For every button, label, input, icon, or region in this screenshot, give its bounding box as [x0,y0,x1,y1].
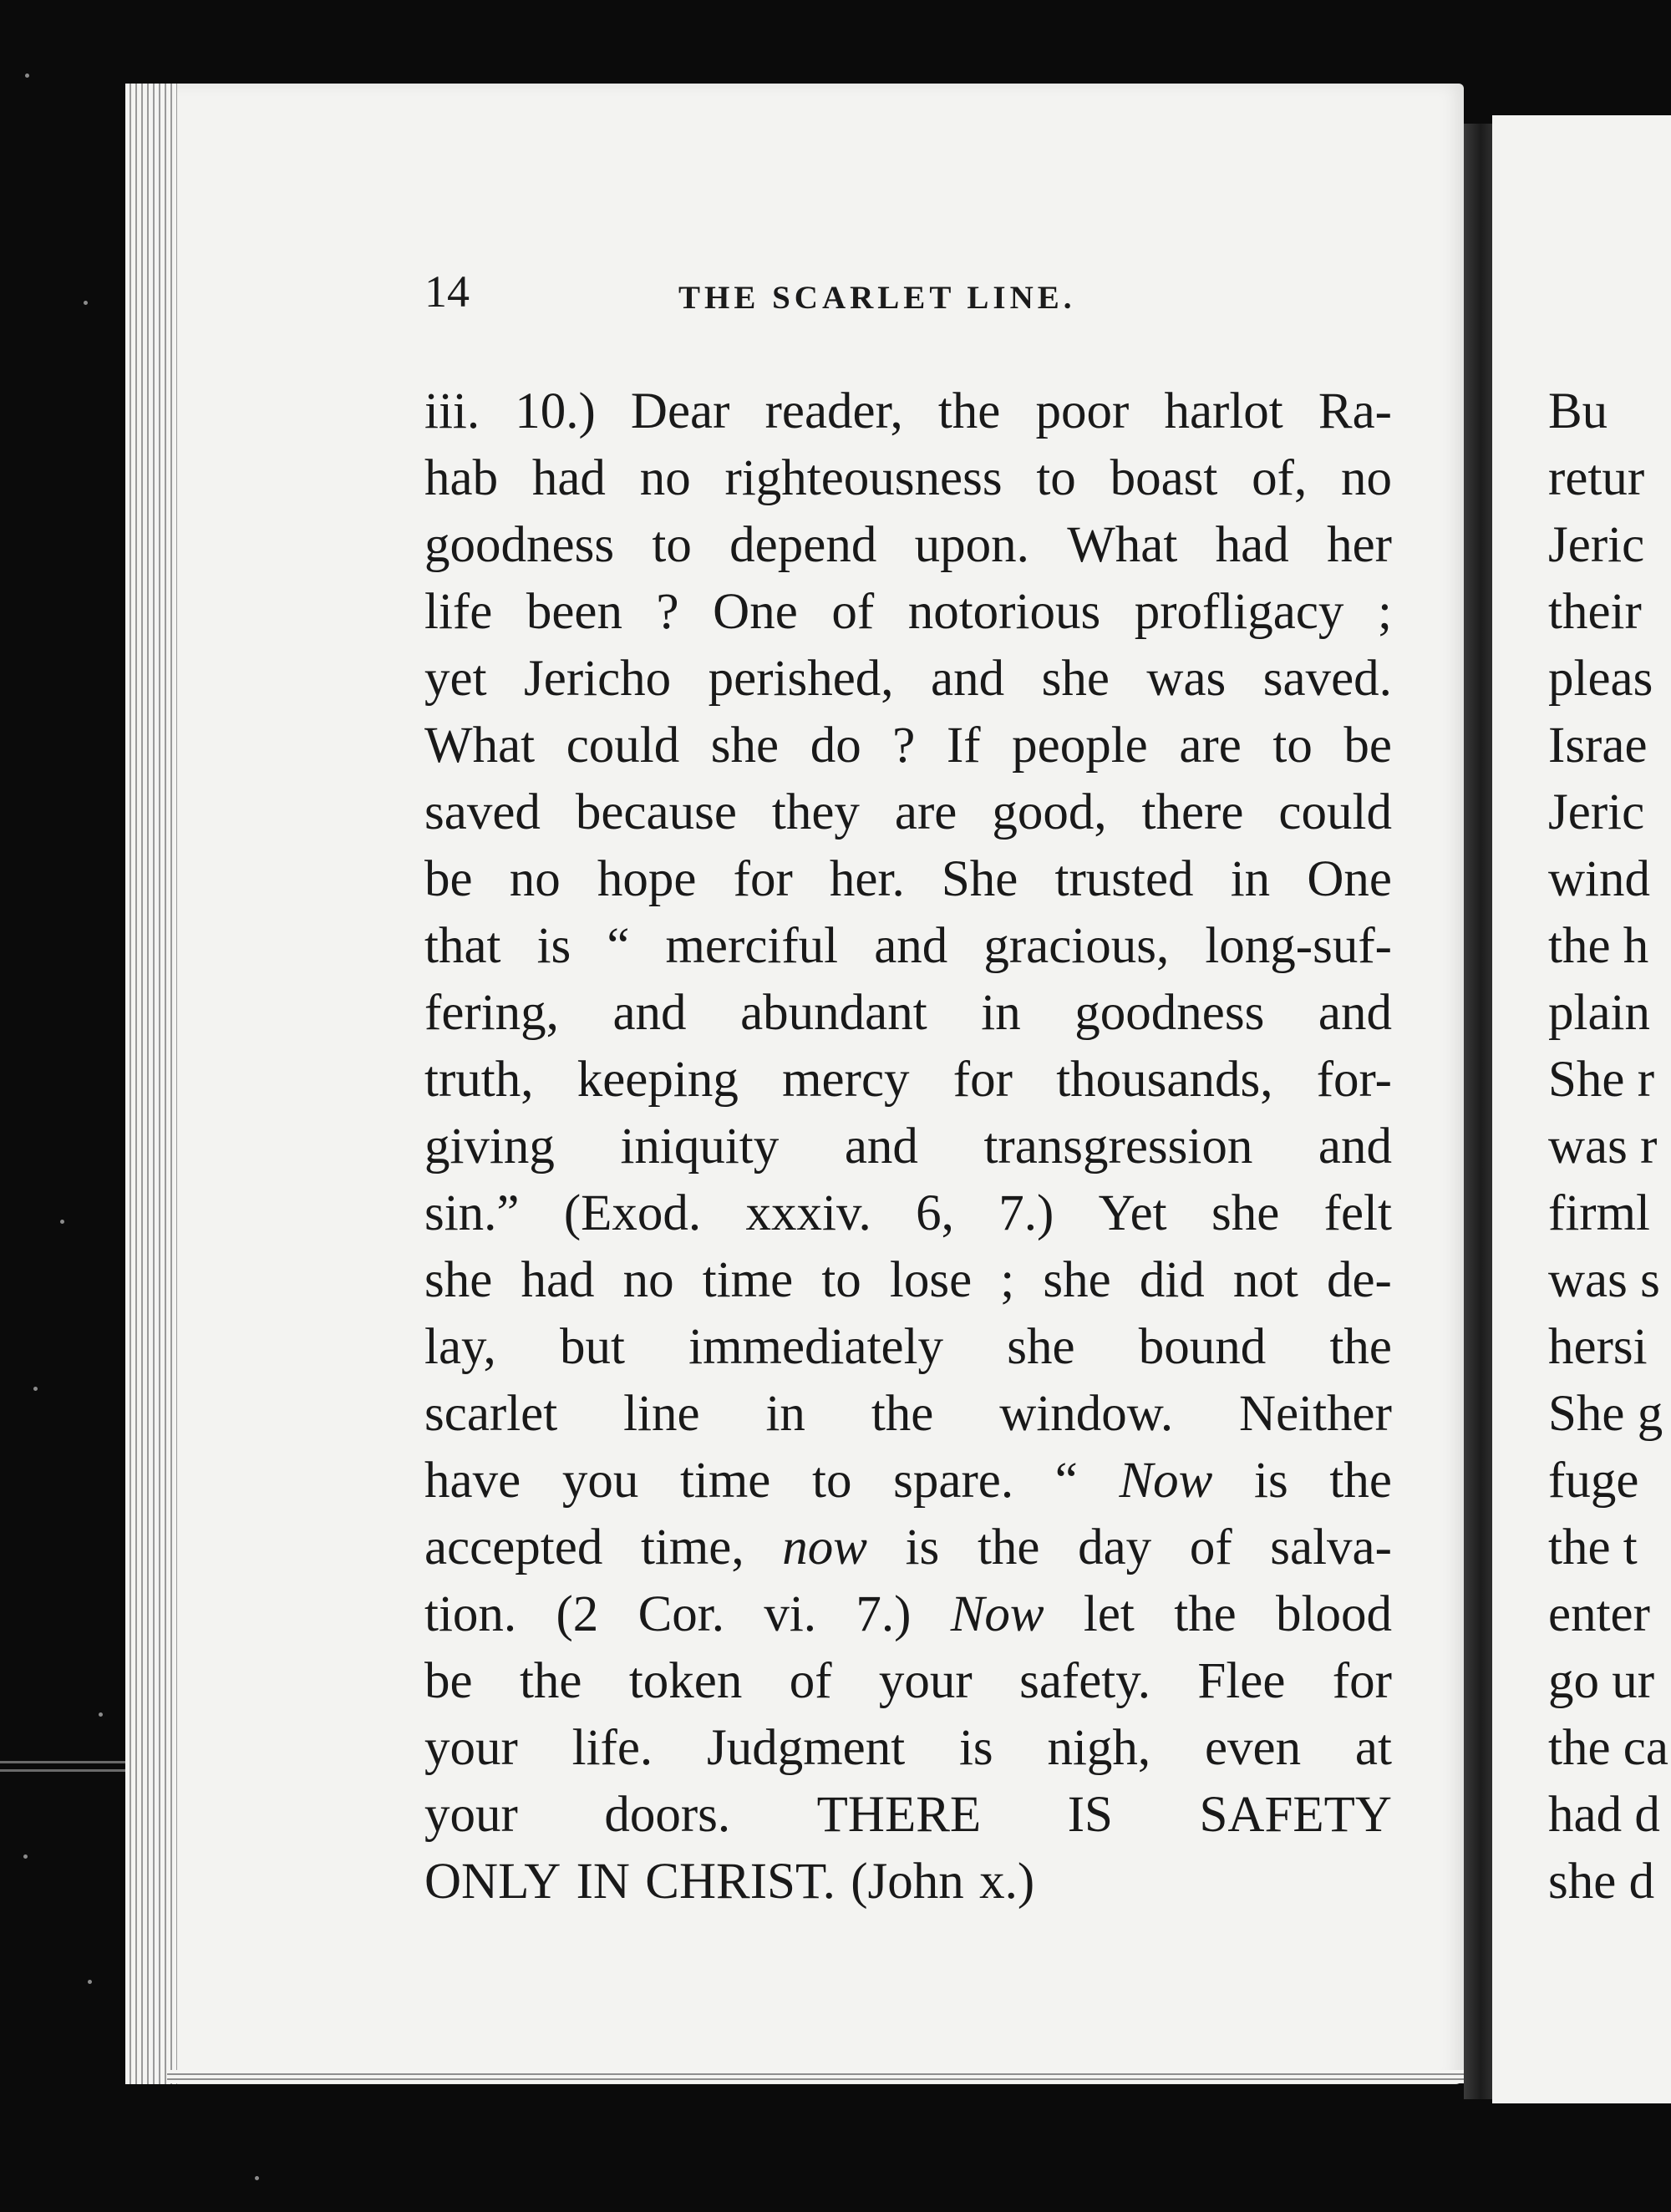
word: Ra- [1318,383,1392,439]
word: could [1278,784,1392,840]
scan-line [0,1769,142,1772]
scan-line [0,1761,142,1763]
word: xxxiv. [745,1185,871,1241]
word: depend [729,517,877,573]
word: of [1189,1519,1232,1575]
word: 6, [916,1185,954,1241]
word: “ [607,918,630,974]
text-line [424,445,1392,512]
right-text-line: Jeric [1548,784,1645,840]
dust-speck [60,1220,64,1224]
word: Dear [630,383,730,439]
word: she [1007,1319,1075,1375]
word: hab [424,450,499,506]
word: could [566,718,680,774]
text-line [424,913,1392,980]
word: are [894,784,957,840]
word: let [1083,1586,1135,1642]
word: lose [889,1252,973,1308]
word: been [526,584,622,640]
word: ? [892,718,916,774]
right-text-line: fuge [1548,1453,1639,1509]
word: had [1215,517,1289,573]
word: (2 [556,1586,599,1642]
word: abundant [740,985,927,1041]
word: the [871,1386,934,1442]
word: lay, [424,1319,496,1375]
word: Flee [1197,1653,1286,1709]
word: THERE [816,1787,982,1843]
word: for [1332,1653,1392,1709]
word: blood [1276,1586,1392,1642]
text-line [424,1448,1392,1514]
word: immediately [688,1319,944,1375]
right-text-line: plain [1548,985,1650,1041]
word: line [623,1386,700,1442]
right-text-line: pleas [1548,651,1653,707]
word: for [952,1052,1013,1108]
word: saved. [1262,651,1392,707]
text-line [424,713,1392,779]
word: of [831,584,875,640]
word: and [874,918,948,974]
text-line [424,1381,1392,1448]
word: trusted [1054,851,1194,907]
word: notorious [907,584,1101,640]
page-number: 14 [424,266,470,317]
text-line [424,1849,1392,1915]
text-line [424,980,1392,1047]
word: thousands, [1056,1052,1273,1108]
word: people [1012,718,1148,774]
right-text-line: retur [1548,450,1645,506]
word: she [424,1252,493,1308]
word: time, [640,1519,744,1575]
word: she [710,718,780,774]
word: doors. [604,1787,731,1843]
word: and [931,651,1005,707]
right-text-line: was r [1548,1119,1658,1174]
word: in [765,1386,805,1442]
word: no [639,450,691,506]
word: be [424,1653,473,1709]
word: sin.” [424,1185,520,1241]
word: of [789,1653,832,1709]
word: token [628,1653,743,1709]
right-text-line: wind [1548,851,1650,907]
right-text-line: She r [1548,1052,1655,1108]
book-gutter [1464,124,1492,2099]
left-page-body-text [424,378,1392,1915]
word: perished, [708,651,894,707]
text-line [424,1715,1392,1782]
right-text-line: firml [1548,1185,1650,1241]
word: no [1341,450,1392,506]
word: she [1211,1185,1280,1241]
word: she [1041,651,1110,707]
word: and [1318,1119,1392,1174]
word: is [905,1519,940,1575]
word: long-suf- [1205,918,1392,974]
word: goodness [1074,985,1265,1041]
right-page-body-text [1548,378,1671,1915]
word: gracious, [983,918,1170,974]
word: to [1272,718,1313,774]
word: One [1307,851,1392,907]
word: spare. [893,1453,1014,1509]
dust-speck [23,1854,28,1859]
word: for [733,851,793,907]
word: is [1254,1453,1288,1509]
right-text-line: the t [1548,1519,1638,1575]
word: now [782,1519,867,1575]
text-line [424,1114,1392,1180]
word: to [821,1252,861,1308]
word: poor [1035,383,1130,439]
word: are [1179,718,1242,774]
word: to [812,1453,852,1509]
word: keeping [576,1052,739,1108]
word: iniquity [620,1119,780,1174]
word: tion. [424,1586,517,1642]
word: window. [999,1386,1174,1442]
word: is [536,918,571,974]
word: the [1329,1319,1392,1375]
word: giving [424,1119,555,1174]
word: ? [656,584,679,640]
dust-speck [88,1980,92,1984]
word: the [1174,1586,1237,1642]
word: mercy [782,1052,910,1108]
right-text-line: Bu [1548,383,1608,439]
word: her [1327,517,1392,573]
dust-speck [99,1712,103,1717]
page-bottom-edges [167,2070,1470,2083]
right-text-line: enter [1548,1586,1650,1642]
page-edges [125,84,177,2084]
text-line [424,646,1392,713]
word: ; [1000,1252,1015,1308]
word: her. [829,851,905,907]
word: 7.) [998,1185,1054,1241]
word: What [1067,517,1178,573]
right-text-line: the h [1548,918,1649,974]
word: fering, [424,985,559,1041]
right-text-line: go ur [1548,1653,1655,1709]
word: and [612,985,687,1041]
word: did [1139,1252,1205,1308]
word: the [1329,1453,1392,1509]
word: ONLY [424,1854,561,1910]
word: to [1036,450,1076,506]
right-text-line: had d [1548,1787,1660,1843]
word: righteousness [724,450,1003,506]
word: Cor. [637,1586,724,1642]
right-text-line: hersi [1548,1319,1648,1375]
text-line [424,1514,1392,1581]
word: time [679,1453,771,1509]
dust-speck [84,301,88,305]
word: saved [424,784,541,840]
word: no [622,1252,674,1308]
word: at [1354,1720,1392,1776]
word: She [941,851,1018,907]
word: time [702,1252,794,1308]
word: and [844,1119,918,1174]
word: iii. [424,383,480,439]
word: of, [1252,450,1308,506]
word: had [531,450,606,506]
word: your [424,1720,518,1776]
word: day [1078,1519,1152,1575]
word: be [1343,718,1392,774]
word: good, [992,784,1107,840]
word: and [1318,985,1392,1041]
word: salva- [1270,1519,1392,1575]
word: boast [1110,450,1218,506]
text-line [424,579,1392,646]
word: harlot [1164,383,1283,439]
text-line [424,1648,1392,1715]
word: truth, [424,1052,534,1108]
text-line [424,1782,1392,1849]
text-line [424,512,1392,579]
text-line [424,1581,1392,1648]
text-line [424,1314,1392,1381]
word: have [424,1453,521,1509]
text-line [424,378,1392,445]
right-text-line: was s [1548,1252,1660,1308]
word: that [424,918,501,974]
word: (Exod. [563,1185,702,1241]
word: vi. [764,1586,817,1642]
text-line [424,1180,1392,1247]
word: Yet [1098,1185,1167,1241]
word: Jericho [524,651,672,707]
word: x.) [979,1854,1035,1910]
word: Judgment [706,1720,906,1776]
word: Neither [1239,1386,1392,1442]
word: Now [950,1586,1044,1642]
word: scarlet [424,1386,558,1442]
word: upon. [914,517,1029,573]
word: goodness [424,517,615,573]
word: for- [1316,1052,1392,1108]
word: de- [1326,1252,1392,1308]
word: had [521,1252,595,1308]
word: life [424,584,493,640]
word: transgression [983,1119,1253,1174]
text-line [424,1047,1392,1114]
word: hope [597,851,697,907]
word: be [424,851,473,907]
word: nigh, [1047,1720,1151,1776]
word: the [977,1519,1040,1575]
word: 7.) [856,1586,912,1642]
text-line [424,779,1392,846]
word: SAFETY [1199,1787,1392,1843]
right-text-line: their [1548,584,1642,640]
word: accepted [424,1519,603,1575]
word: life. [571,1720,653,1776]
word: but [560,1319,625,1375]
word: bound [1138,1319,1267,1375]
dust-speck [33,1387,38,1391]
right-text-line: she d [1548,1854,1655,1910]
word: you [561,1453,639,1509]
word: (John [851,1854,964,1910]
word: do [810,718,861,774]
right-text-line: She g [1548,1386,1663,1442]
word: the [519,1653,582,1709]
word: merciful [665,918,839,974]
word: If [946,718,981,774]
text-line [424,846,1392,913]
text-line [424,1247,1392,1314]
word: felt [1323,1185,1392,1241]
word: IN [576,1854,630,1910]
word: not [1232,1252,1298,1308]
word: your [424,1787,518,1843]
word: she [1043,1252,1111,1308]
word: reader, [764,383,903,439]
word: even [1204,1720,1302,1776]
word: IS [1067,1787,1113,1843]
dust-speck [255,2176,259,2180]
dust-speck [25,74,29,78]
word: profligacy [1134,584,1344,640]
word: Now [1119,1453,1213,1509]
word: “ [1054,1453,1078,1509]
word: What [424,718,536,774]
word: the [937,383,1001,439]
word: is [958,1720,993,1776]
word: 10.) [515,383,596,439]
right-text-line: Israe [1548,718,1648,774]
right-text-line: the ca [1548,1720,1668,1776]
word: in [1230,851,1271,907]
running-head: THE SCARLET LINE. [678,280,1076,316]
word: safety. [1019,1653,1151,1709]
word: ; [1377,584,1392,640]
word: they [771,784,860,840]
word: no [509,851,561,907]
right-text-line: Jeric [1548,517,1645,573]
word: was [1146,651,1227,707]
word: to [652,517,692,573]
word: your [878,1653,973,1709]
word: because [575,784,737,840]
word: One [713,584,798,640]
word: in [981,985,1021,1041]
word: there [1141,784,1244,840]
word: yet [424,651,487,707]
word: CHRIST. [645,1854,836,1910]
